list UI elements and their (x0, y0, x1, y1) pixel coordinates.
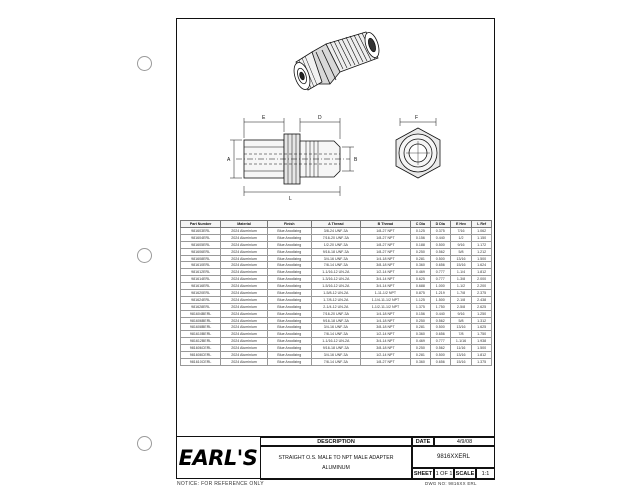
cell-part-number: 981628ERL (181, 303, 221, 310)
cell-a-thread: 7/16-20 UNF-3A (311, 234, 360, 241)
cell-a-thread: 3/4-16 UNF-3A (311, 324, 360, 331)
earls-logo: EARL'S (178, 446, 258, 470)
cell-part-number: 981603ERL (181, 228, 221, 235)
table-row (181, 248, 492, 255)
cell-a-thread: 7/8-14 UNF-3A (311, 262, 360, 269)
description-text (260, 446, 412, 480)
cell-material: 2024 Aluminium (221, 255, 268, 262)
cell-d-dia: 0.562 (430, 317, 450, 324)
cell-material: 2024 Aluminium (221, 352, 268, 359)
cell-a-thread: 1-1/16-12 UN-2A (311, 338, 360, 345)
cell-finish: Blue Anodizing (267, 324, 311, 331)
part-number: 9816XXERL (412, 446, 495, 468)
table-row (181, 290, 492, 297)
cell-finish: Blue Anodizing (267, 248, 311, 255)
cell-l-ref: 1.500 (472, 345, 492, 352)
cell-b-thread: 1-1/2-11-1/2 NPT (361, 303, 411, 310)
sheet-value: 1 OF 1 (434, 468, 454, 480)
cell-d-dia: 1.750 (430, 303, 450, 310)
table-row (181, 269, 492, 276)
cell-e-hex: 2-1/8 (450, 296, 472, 303)
cell-e-hex: 13/16 (450, 255, 472, 262)
cell-e-hex: 9/16 (450, 241, 472, 248)
table-row (181, 324, 492, 331)
date-value: 4/9/08 (434, 437, 495, 446)
cell-part-number: 981612ERL (181, 269, 221, 276)
cell-a-thread: 1/2-20 UNF-3A (311, 241, 360, 248)
cell-e-hex: 11/16 (450, 345, 472, 352)
cell-e-hex: 13/16 (450, 352, 472, 359)
cell-material: 2024 Aluminium (221, 241, 268, 248)
cell-c-dia: 0.281 (410, 324, 430, 331)
cell-finish: Blue Anodizing (267, 241, 311, 248)
cell-material: 2024 Aluminium (221, 276, 268, 283)
cell-part-number: 981608CERL (181, 352, 221, 359)
cell-finish: Blue Anodizing (267, 283, 311, 290)
cell-part-number: 981624ERL (181, 296, 221, 303)
cell-e-hex: 2-5/8 (450, 303, 472, 310)
cell-c-dia: 1.125 (410, 296, 430, 303)
cell-a-thread: 1-5/8-12 UN-2A (311, 290, 360, 297)
cell-material: 2024 Aluminium (221, 234, 268, 241)
table-row (181, 358, 492, 365)
table-row (181, 228, 492, 235)
cell-l-ref: 1.750 (472, 331, 492, 338)
cell-finish: Blue Anodizing (267, 331, 311, 338)
table-row (181, 331, 492, 338)
cell-part-number: 981606BERL (181, 317, 221, 324)
cell-d-dia: 0.656 (430, 358, 450, 365)
cell-finish: Blue Anodizing (267, 296, 311, 303)
cell-d-dia: 0.375 (430, 228, 450, 235)
cell-d-dia: 0.440 (430, 310, 450, 317)
table-row (181, 241, 492, 248)
binder-hole-bottom (137, 436, 152, 451)
cell-b-thread: 1/8-27 NPT (361, 358, 411, 365)
table-row (181, 310, 492, 317)
table-row (181, 234, 492, 241)
cell-finish: Blue Anodizing (267, 345, 311, 352)
cell-l-ref: 2.375 (472, 290, 492, 297)
table-row (181, 317, 492, 324)
cell-part-number: 981610BERL (181, 331, 221, 338)
cell-material: 2024 Aluminium (221, 290, 268, 297)
cell-l-ref: 1.938 (472, 338, 492, 345)
cell-c-dia: 0.188 (410, 241, 430, 248)
cell-material: 2024 Aluminium (221, 262, 268, 269)
cell-c-dia: 0.688 (410, 283, 430, 290)
scale-value: 1:1 (476, 468, 495, 480)
cell-a-thread: 3/8-24 UNF-3A (311, 228, 360, 235)
cell-e-hex: 15/16 (450, 358, 472, 365)
cell-c-dia: 0.469 (410, 338, 430, 345)
cell-b-thread: 3/4-14 NPT (361, 338, 411, 345)
cell-finish: Blue Anodizing (267, 317, 311, 324)
cell-d-dia: 0.777 (430, 276, 450, 283)
cell-finish: Blue Anodizing (267, 276, 311, 283)
cell-l-ref: 1.375 (472, 358, 492, 365)
cell-b-thread: 1/4-18 NPT (361, 317, 411, 324)
cell-c-dia: 0.156 (410, 234, 430, 241)
cell-finish: Blue Anodizing (267, 352, 311, 359)
col-header-finish: Finish (267, 221, 311, 228)
cell-c-dia: 0.281 (410, 255, 430, 262)
cell-e-hex: 1-1/4 (450, 269, 472, 276)
date-label: DATE (412, 437, 434, 446)
cell-b-thread: 3/8-18 NPT (361, 262, 411, 269)
cell-part-number: 981606ERL (181, 248, 221, 255)
binder-hole-top (137, 56, 152, 71)
table-row (181, 296, 492, 303)
cell-l-ref: 1.312 (472, 317, 492, 324)
cell-a-thread: 9/16-18 UNF-3A (311, 248, 360, 255)
cell-part-number: 981604BERL (181, 310, 221, 317)
description-label: DESCRIPTION (260, 437, 412, 446)
cell-part-number: 981610CERL (181, 358, 221, 365)
cell-e-hex: 7/8 (450, 331, 472, 338)
cell-a-thread: 9/16-18 UNF-3A (311, 317, 360, 324)
cell-a-thread: 3/4-16 UNF-3A (311, 352, 360, 359)
table-row (181, 262, 492, 269)
cell-part-number: 981604ERL (181, 234, 221, 241)
cell-d-dia: 1.500 (430, 296, 450, 303)
table-row (181, 255, 492, 262)
cell-b-thread: 3/4-14 NPT (361, 283, 411, 290)
cell-c-dia: 0.625 (410, 276, 430, 283)
dim-label-a: A (227, 157, 231, 163)
dim-label-l: L (289, 196, 292, 202)
cell-a-thread: 1-3/16-12 UN-2A (311, 276, 360, 283)
cell-material: 2024 Aluminium (221, 358, 268, 365)
cell-d-dia: 0.656 (430, 331, 450, 338)
cell-c-dia: 0.360 (410, 262, 430, 269)
cell-b-thread: 3/8-18 NPT (361, 324, 411, 331)
cell-b-thread: 3/4-14 NPT (361, 276, 411, 283)
cell-d-dia: 0.440 (430, 234, 450, 241)
cell-b-thread: 1-11-1/2 NPT (361, 290, 411, 297)
cell-material: 2024 Aluminium (221, 296, 268, 303)
cell-part-number: 981605ERL (181, 241, 221, 248)
table-row (181, 303, 492, 310)
dim-label-e: E (262, 115, 266, 121)
cell-c-dia: 0.125 (410, 228, 430, 235)
cell-a-thread: 7/8-14 UNF-3A (311, 331, 360, 338)
dim-label-b: B (354, 157, 358, 163)
sheet-label: SHEET (412, 468, 434, 480)
table-row (181, 352, 492, 359)
cell-e-hex: 1/2 (450, 234, 472, 241)
cell-material: 2024 Aluminium (221, 324, 268, 331)
cell-material: 2024 Aluminium (221, 310, 268, 317)
cell-finish: Blue Anodizing (267, 303, 311, 310)
cell-a-thread: 7/16-20 UNF-3A (311, 310, 360, 317)
cell-d-dia: 1.000 (430, 283, 450, 290)
cell-d-dia: 0.500 (430, 255, 450, 262)
reference-notice: NOTICE: FOR REFERENCE ONLY (177, 481, 264, 487)
cell-b-thread: 1-1/4-11-1/2 NPT (361, 296, 411, 303)
cell-a-thread: 3/4-16 UNF-3A (311, 255, 360, 262)
cell-c-dia: 0.469 (410, 269, 430, 276)
cell-part-number: 981612BERL (181, 338, 221, 345)
cell-b-thread: 1/4-18 NPT (361, 310, 411, 317)
cell-l-ref: 1.150 (472, 234, 492, 241)
cell-e-hex: 7/16 (450, 228, 472, 235)
cell-d-dia: 0.500 (430, 352, 450, 359)
table-header-row (181, 221, 492, 228)
cell-a-thread: 1-5/16-12 UN-2A (311, 283, 360, 290)
cell-part-number: 981608BERL (181, 324, 221, 331)
cell-d-dia: 0.562 (430, 345, 450, 352)
cell-l-ref: 1.500 (472, 255, 492, 262)
col-header-material: Material (221, 221, 268, 228)
description-line-2: ALUMINUM (322, 465, 350, 471)
cell-a-thread: 1-7/8-12 UN-2A (311, 296, 360, 303)
cell-l-ref: 1.172 (472, 241, 492, 248)
table-row (181, 338, 492, 345)
cell-part-number: 981620ERL (181, 290, 221, 297)
drawing-number: DWG NO: 9816XX ERL (425, 481, 477, 486)
cell-d-dia: 0.777 (430, 338, 450, 345)
cell-l-ref: 1.212 (472, 248, 492, 255)
cell-material: 2024 Aluminium (221, 228, 268, 235)
cell-l-ref: 1.812 (472, 352, 492, 359)
cell-material: 2024 Aluminium (221, 317, 268, 324)
cell-c-dia: 0.360 (410, 331, 430, 338)
cell-material: 2024 Aluminium (221, 248, 268, 255)
cell-e-hex: 13/16 (450, 324, 472, 331)
cell-l-ref: 2.200 (472, 283, 492, 290)
cell-part-number: 981614ERL (181, 276, 221, 283)
table-row (181, 276, 492, 283)
cell-e-hex: 1-1/16 (450, 338, 472, 345)
cell-c-dia: 0.250 (410, 317, 430, 324)
cell-b-thread: 1/2-14 NPT (361, 352, 411, 359)
cell-finish: Blue Anodizing (267, 234, 311, 241)
cell-d-dia: 1.219 (430, 290, 450, 297)
title-block (176, 436, 495, 480)
cell-e-hex: 9/16 (450, 310, 472, 317)
dim-label-d: D (318, 115, 322, 121)
table-row (181, 283, 492, 290)
cell-c-dia: 0.156 (410, 310, 430, 317)
cell-b-thread: 1/8-27 NPT (361, 234, 411, 241)
col-header-d-dia: D Dia (430, 221, 450, 228)
cell-c-dia: 0.875 (410, 290, 430, 297)
cell-b-thread: 1/2-14 NPT (361, 331, 411, 338)
col-header-a-thread: A Thread (311, 221, 360, 228)
cell-finish: Blue Anodizing (267, 358, 311, 365)
cell-c-dia: 0.360 (410, 358, 430, 365)
cell-c-dia: 0.250 (410, 248, 430, 255)
cell-finish: Blue Anodizing (267, 310, 311, 317)
cell-part-number: 981608ERL (181, 255, 221, 262)
description-line-1: STRAIGHT O.S. MALE TO NPT MALE ADAPTER (278, 455, 394, 461)
cell-e-hex: 1-7/8 (450, 290, 472, 297)
cell-b-thread: 1/8-27 NPT (361, 248, 411, 255)
cell-e-hex: 1-1/2 (450, 283, 472, 290)
cell-d-dia: 0.777 (430, 269, 450, 276)
col-header-c-dia: C Dia (410, 221, 430, 228)
cell-material: 2024 Aluminium (221, 283, 268, 290)
cell-c-dia: 0.281 (410, 352, 430, 359)
cell-finish: Blue Anodizing (267, 255, 311, 262)
cell-material: 2024 Aluminium (221, 331, 268, 338)
cell-e-hex: 15/16 (450, 262, 472, 269)
cell-c-dia: 1.375 (410, 303, 430, 310)
cell-l-ref: 1.625 (472, 324, 492, 331)
binder-hole-middle (137, 248, 152, 263)
col-header-part-number: Part Number (181, 221, 221, 228)
cell-part-number: 981616ERL (181, 283, 221, 290)
cell-b-thread: 1/8-27 NPT (361, 241, 411, 248)
cell-l-ref: 1.624 (472, 262, 492, 269)
cell-d-dia: 0.562 (430, 248, 450, 255)
col-header-e-hex: E Hex (450, 221, 472, 228)
cell-l-ref: 1.812 (472, 269, 492, 276)
cell-e-hex: 1-3/8 (450, 276, 472, 283)
cell-l-ref: 2.625 (472, 303, 492, 310)
cell-finish: Blue Anodizing (267, 228, 311, 235)
cell-finish: Blue Anodizing (267, 262, 311, 269)
cell-part-number: 981606CERL (181, 345, 221, 352)
cell-a-thread: 2-1/4-12 UN-2A (311, 303, 360, 310)
cell-a-thread: 1-1/16-12 UN-2A (311, 269, 360, 276)
table-body (181, 228, 492, 366)
cell-b-thread: 3/8-18 NPT (361, 345, 411, 352)
cell-finish: Blue Anodizing (267, 338, 311, 345)
cell-a-thread: 9/16-18 UNF-3A (311, 345, 360, 352)
col-header-b-thread: B Thread (361, 221, 411, 228)
cell-d-dia: 0.500 (430, 241, 450, 248)
cell-material: 2024 Aluminium (221, 345, 268, 352)
cell-e-hex: 5/8 (450, 248, 472, 255)
cell-b-thread: 1/4-18 NPT (361, 255, 411, 262)
cell-material: 2024 Aluminium (221, 269, 268, 276)
cell-l-ref: 1.250 (472, 310, 492, 317)
dimension-table (180, 220, 492, 366)
cell-part-number: 981610ERL (181, 262, 221, 269)
cell-d-dia: 0.500 (430, 324, 450, 331)
cell-finish: Blue Anodizing (267, 269, 311, 276)
dim-label-f: F (415, 115, 419, 121)
cell-e-hex: 5/8 (450, 317, 472, 324)
cell-b-thread: 1/2-14 NPT (361, 269, 411, 276)
table-row (181, 345, 492, 352)
cell-c-dia: 0.250 (410, 345, 430, 352)
cell-material: 2024 Aluminium (221, 338, 268, 345)
cell-d-dia: 0.656 (430, 262, 450, 269)
cell-finish: Blue Anodizing (267, 290, 311, 297)
cell-b-thread: 1/8-27 NPT (361, 228, 411, 235)
cell-material: 2024 Aluminium (221, 303, 268, 310)
cell-l-ref: 2.000 (472, 276, 492, 283)
cell-l-ref: 2.438 (472, 296, 492, 303)
cell-a-thread: 7/8-14 UNF-3A (311, 358, 360, 365)
scale-label: SCALE (454, 468, 476, 480)
cell-l-ref: 1.062 (472, 228, 492, 235)
col-header-l-ref: L Ref (472, 221, 492, 228)
